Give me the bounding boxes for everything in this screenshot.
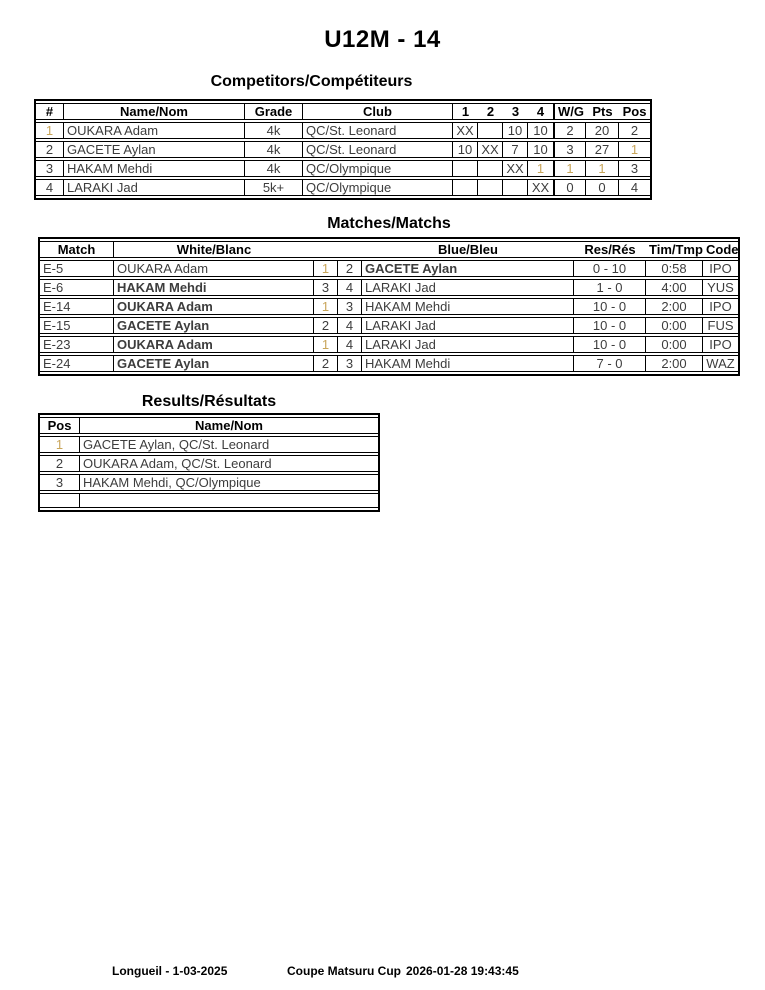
col-header-position: Pos [40,417,80,434]
blue-player-name: HAKAM Mehdi [362,355,574,372]
white-player-number: 2 [314,317,338,334]
result-row [40,493,378,508]
round-result [453,179,478,196]
competitor-number: 4 [36,179,64,196]
results-heading: Results/Résultats [141,393,277,410]
match-result: 10 - 0 [574,317,646,334]
competitor-wins: 3 [553,141,586,158]
blue-player-name: LARAKI Jad [362,279,574,296]
competitors-table [34,99,652,200]
match-id: E-24 [40,355,114,372]
round-result: 10 [528,141,553,158]
match-code: FUS [703,317,738,334]
match-time: 4:00 [646,279,703,296]
competitor-grade: 4k [245,122,303,139]
match-time: 0:00 [646,317,703,334]
round-result: XX [453,122,478,139]
white-player-name: OUKARA Adam [114,260,314,277]
blue-player-number: 2 [338,260,362,277]
competitor-club: QC/Olympique [303,160,453,177]
col-header-round-1: 1 [453,103,478,120]
competitor-points: 27 [586,141,619,158]
result-name: OUKARA Adam, QC/St. Leonard [80,455,378,472]
result-name [80,493,378,508]
match-time: 2:00 [646,355,703,372]
match-code: IPO [703,298,738,315]
footer-event-name: Coupe Matsuru Cup [287,964,401,978]
competitor-wins: 1 [553,160,586,177]
col-header-time: Tim/Tmp [646,241,703,258]
col-header-match: Match [40,241,114,258]
competitor-points: 20 [586,122,619,139]
round-result: XX [478,141,503,158]
competitor-position: 1 [619,141,650,158]
blue-player-number: 3 [338,298,362,315]
match-id: E-15 [40,317,114,334]
blue-player-name: HAKAM Mehdi [362,298,574,315]
competitor-number: 2 [36,141,64,158]
competitor-points: 1 [586,160,619,177]
round-result [453,160,478,177]
col-header-name: Name/Nom [64,103,245,120]
match-code: YUS [703,279,738,296]
round-result [478,160,503,177]
competitor-number: 3 [36,160,64,177]
match-time: 0:58 [646,260,703,277]
col-header-round-2: 2 [478,103,503,120]
result-row [40,436,378,453]
white-player-number: 1 [314,336,338,353]
round-result: 7 [503,141,528,158]
match-code: IPO [703,336,738,353]
match-result: 10 - 0 [574,336,646,353]
round-result: 10 [453,141,478,158]
competitors-header-row [36,103,650,120]
match-row [40,260,738,277]
col-header-club: Club [303,103,453,120]
white-player-name: GACETE Aylan [114,355,314,372]
white-player-number: 1 [314,260,338,277]
competitor-club: QC/Olympique [303,179,453,196]
result-row [40,455,378,472]
white-player-name: OUKARA Adam [114,298,314,315]
result-name: HAKAM Mehdi, QC/Olympique [80,474,378,491]
footer-timestamp: 2026-01-28 19:43:45 [406,964,519,978]
match-id: E-23 [40,336,114,353]
match-code: WAZ [703,355,738,372]
round-result [478,122,503,139]
blue-player-number: 4 [338,336,362,353]
competitor-name: LARAKI Jad [64,179,245,196]
col-header-code: Code [703,241,738,258]
round-result: 1 [528,160,553,177]
match-id: E-14 [40,298,114,315]
competitor-grade: 4k [245,160,303,177]
competitor-row [36,122,650,139]
match-row [40,317,738,334]
col-header-grade: Grade [245,103,303,120]
competitor-club: QC/St. Leonard [303,141,453,158]
match-time: 2:00 [646,298,703,315]
matches-heading: Matches/Matchs [327,215,451,232]
result-row [40,474,378,491]
blue-player-number: 4 [338,279,362,296]
match-id: E-5 [40,260,114,277]
result-position [40,493,80,508]
round-result: 10 [503,122,528,139]
competitor-number: 1 [36,122,64,139]
competitor-position: 3 [619,160,650,177]
col-header-number: # [36,103,64,120]
header-spacer [314,241,338,258]
competitor-row [36,179,650,196]
white-player-name: GACETE Aylan [114,317,314,334]
result-position: 2 [40,455,80,472]
match-time: 0:00 [646,336,703,353]
competitor-row [36,141,650,158]
col-header-name: Name/Nom [80,417,378,434]
competitor-row [36,160,650,177]
white-player-number: 3 [314,279,338,296]
blue-player-number: 4 [338,317,362,334]
match-result: 7 - 0 [574,355,646,372]
blue-player-number: 3 [338,355,362,372]
results-header-row [40,417,378,434]
page-title: U12M - 14 [324,26,441,53]
competitor-position: 4 [619,179,650,196]
competitor-position: 2 [619,122,650,139]
competitor-name: GACETE Aylan [64,141,245,158]
match-row [40,336,738,353]
matches-table [38,237,740,376]
round-result: XX [503,160,528,177]
col-header-blue: Blue/Bleu [362,241,574,258]
match-row [40,279,738,296]
result-position: 3 [40,474,80,491]
match-row [40,298,738,315]
white-player-name: OUKARA Adam [114,336,314,353]
blue-player-name: LARAKI Jad [362,336,574,353]
match-result: 1 - 0 [574,279,646,296]
white-player-name: HAKAM Mehdi [114,279,314,296]
competitor-wins: 2 [553,122,586,139]
matches-header-row [40,241,738,258]
competitor-name: HAKAM Mehdi [64,160,245,177]
col-header-round-3: 3 [503,103,528,120]
round-result [478,179,503,196]
match-id: E-6 [40,279,114,296]
col-header-position: Pos [619,103,650,120]
round-result: XX [528,179,553,196]
white-player-number: 1 [314,298,338,315]
white-player-number: 2 [314,355,338,372]
footer-location-date: Longueil - 1-03-2025 [112,964,228,978]
round-result [503,179,528,196]
result-name: GACETE Aylan, QC/St. Leonard [80,436,378,453]
col-header-points: Pts [586,103,619,120]
result-position: 1 [40,436,80,453]
col-header-wins: W/G [553,103,586,120]
competitor-club: QC/St. Leonard [303,122,453,139]
match-result: 10 - 0 [574,298,646,315]
competitor-grade: 5k+ [245,179,303,196]
blue-player-name: LARAKI Jad [362,317,574,334]
col-header-round-4: 4 [528,103,553,120]
col-header-result: Res/Rés [574,241,646,258]
match-code: IPO [703,260,738,277]
header-spacer [338,241,362,258]
competitor-grade: 4k [245,141,303,158]
round-result: 10 [528,122,553,139]
results-table [38,413,380,512]
blue-player-name: GACETE Aylan [362,260,574,277]
competitor-points: 0 [586,179,619,196]
match-result: 0 - 10 [574,260,646,277]
competitor-name: OUKARA Adam [64,122,245,139]
competitors-heading: Competitors/Compétiteurs [210,73,413,90]
match-row [40,355,738,372]
col-header-white: White/Blanc [114,241,314,258]
competitor-wins: 0 [553,179,586,196]
